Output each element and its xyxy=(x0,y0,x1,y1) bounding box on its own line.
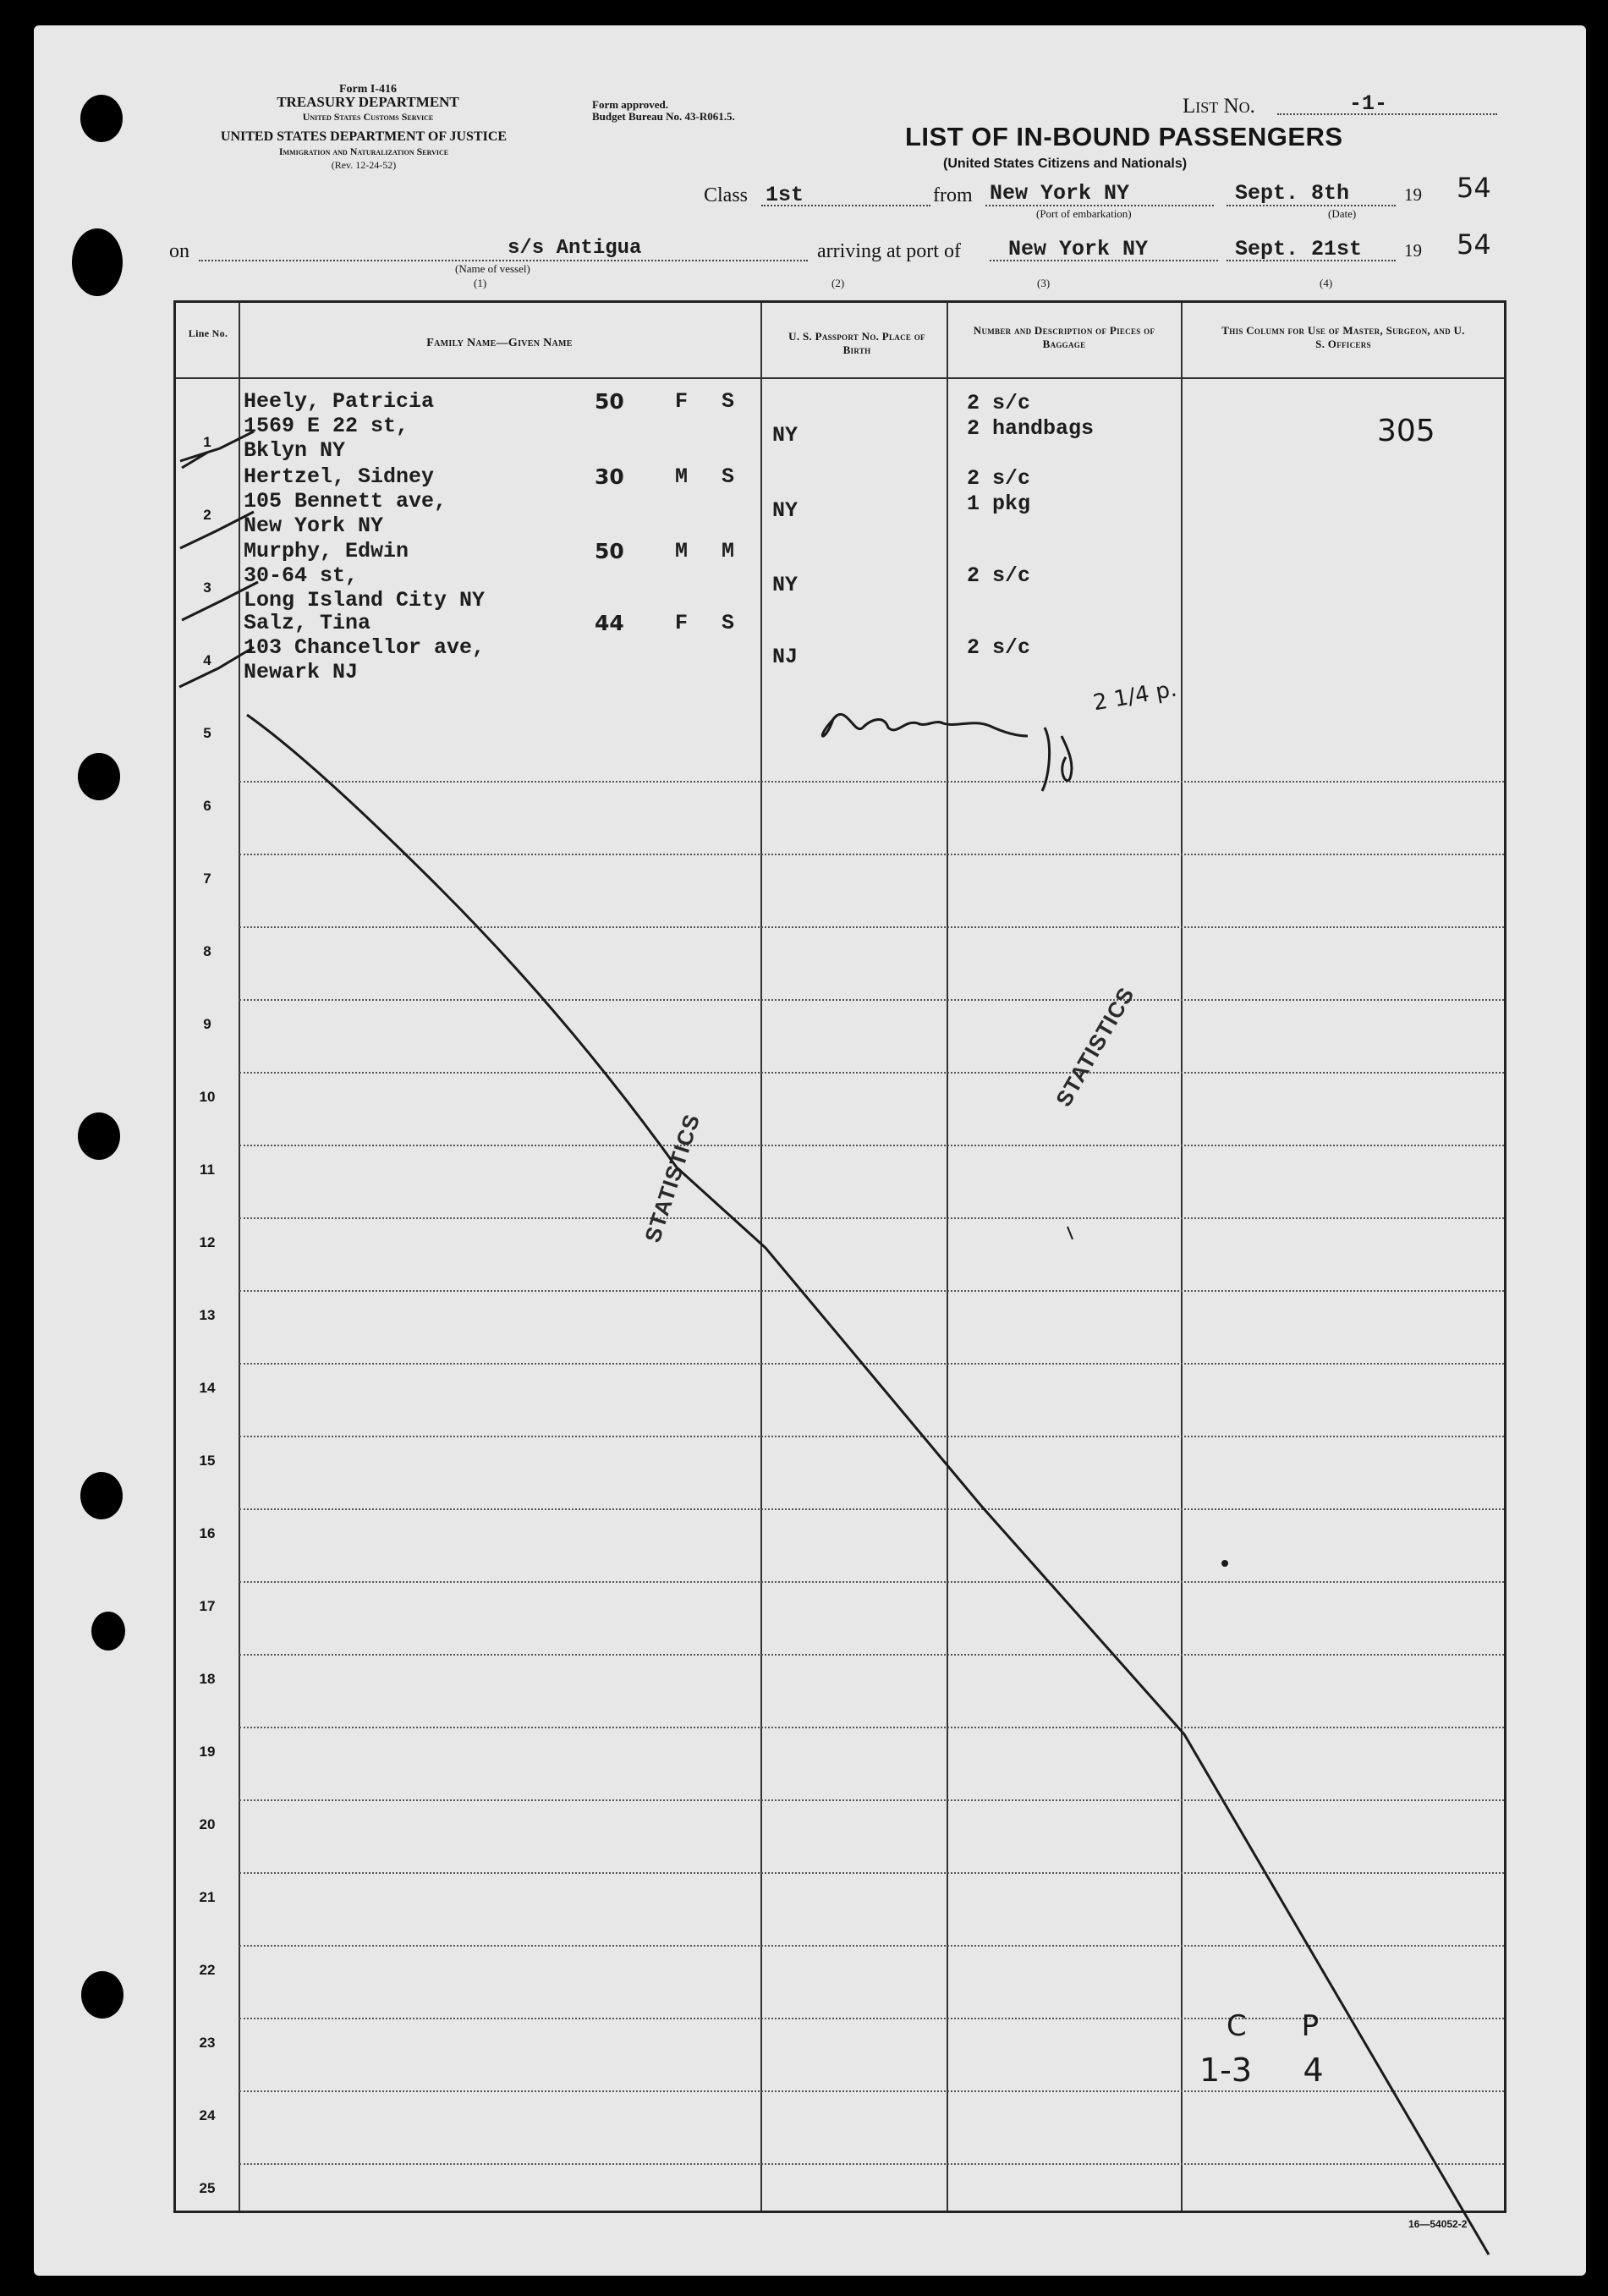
from-port-caption: (Port of embarkation) xyxy=(1036,207,1132,220)
class-value: 1st xyxy=(766,183,804,207)
line-number: 21 xyxy=(199,1889,216,1905)
line-number: 9 xyxy=(203,1016,211,1032)
revision-date: (Rev. 12-24-52) xyxy=(331,159,397,171)
line-number: 6 xyxy=(203,798,211,814)
place-of-birth: NJ xyxy=(772,645,799,669)
passenger-status: S xyxy=(722,389,735,414)
passenger-address: 1569 E 22 st, xyxy=(244,414,409,438)
on-label: on xyxy=(169,240,189,262)
small-stroke xyxy=(1067,1227,1073,1239)
statistics-stamp: STATISTICS xyxy=(1051,982,1139,1111)
place-of-birth: NY xyxy=(772,423,799,448)
line-number: 17 xyxy=(199,1598,216,1614)
year-prefix-2: 19 xyxy=(1404,240,1422,261)
from-port: New York NY xyxy=(990,181,1130,206)
justice-dept: UNITED STATES DEPARTMENT OF JUSTICE xyxy=(220,129,508,144)
check-mark xyxy=(182,582,258,620)
header-line-no: Line No. xyxy=(188,327,228,339)
col1-caption: (1) xyxy=(474,277,487,289)
from-date: Sept. 8th xyxy=(1235,181,1350,206)
baggage-item: 2 s/c xyxy=(967,635,1031,660)
passenger-address: Bklyn NY xyxy=(244,438,346,463)
arrival-year: 54 xyxy=(1457,228,1491,261)
passenger-name: Heely, Patricia xyxy=(244,389,435,414)
passenger-address: 103 Chancellor ave, xyxy=(244,635,486,660)
passenger-sex: F xyxy=(675,611,689,635)
passenger-address: 105 Bennett ave, xyxy=(244,489,447,514)
baggage-item: 2 s/c xyxy=(967,391,1031,415)
passenger-address: Long Island City NY xyxy=(244,588,486,612)
arrival-port: New York NY xyxy=(1008,237,1149,261)
line-number: 23 xyxy=(199,2035,216,2051)
passenger-address: 30-64 st, xyxy=(244,563,359,588)
header-baggage: Number and Description of Pieces of Baggage xyxy=(973,324,1155,350)
passenger-age: 30 xyxy=(595,464,624,489)
check-mark xyxy=(180,431,254,468)
line-number: 2 xyxy=(203,507,211,523)
passenger-sex: M xyxy=(675,464,689,489)
col4-caption: (4) xyxy=(1320,277,1333,289)
line-number: 22 xyxy=(199,1962,216,1978)
check-mark xyxy=(179,647,254,687)
passenger-age: 50 xyxy=(595,539,624,563)
line-number: 11 xyxy=(200,1162,215,1178)
ink-dot xyxy=(1221,1560,1228,1567)
budget-bureau: Budget Bureau No. 43-R061.5. xyxy=(592,110,735,123)
passenger-name: Hertzel, Sidney xyxy=(244,464,435,489)
line-number: 18 xyxy=(199,1671,216,1687)
baggage-item: 2 handbags xyxy=(967,416,1095,441)
form-title: LIST OF IN-BOUND PASSENGERS xyxy=(905,122,1343,151)
line-number: 14 xyxy=(199,1380,216,1396)
arrival-date: Sept. 21st xyxy=(1235,237,1363,261)
vessel-name: s/s Antigua xyxy=(508,237,642,260)
arriving-label: arriving at port of xyxy=(817,240,961,262)
baggage-item: 1 pkg xyxy=(967,492,1031,516)
place-of-birth: NY xyxy=(772,498,799,523)
signature xyxy=(822,714,1072,791)
line-number: 16 xyxy=(199,1525,216,1541)
officer-note: 305 xyxy=(1377,414,1435,448)
passenger-name: Murphy, Edwin xyxy=(244,539,409,563)
time-note: 2 1/4 p. xyxy=(1091,676,1179,717)
line-number: 19 xyxy=(199,1744,216,1760)
col2-caption: (2) xyxy=(831,277,845,289)
header-name: Family Name—Given Name xyxy=(426,337,573,349)
line-number: 7 xyxy=(203,871,211,887)
line-number: 8 xyxy=(203,943,211,959)
passenger-address: New York NY xyxy=(244,514,384,538)
passenger-age: 44 xyxy=(595,611,624,635)
line-number: 3 xyxy=(203,579,211,596)
summary-top: C P xyxy=(1227,2009,1320,2043)
year-prefix-1: 19 xyxy=(1404,184,1422,205)
passenger-status: S xyxy=(722,611,735,635)
vessel-caption: (Name of vessel) xyxy=(455,262,530,275)
passenger-sex: F xyxy=(675,389,689,414)
list-no-value: -1- xyxy=(1349,91,1388,116)
header-passport: U. S. Passport No. Place of Birth xyxy=(788,330,925,356)
passenger-name: Salz, Tina xyxy=(244,611,371,635)
check-mark xyxy=(180,512,254,548)
line-number: 20 xyxy=(199,1816,216,1832)
ins-service: Immigration and Naturalization Service xyxy=(278,146,449,157)
header-officers: This Column for Use of Master, Surgeon, and U. S. Officers xyxy=(1221,324,1465,350)
passenger-age: 50 xyxy=(595,389,624,414)
passenger-sex: M xyxy=(675,539,689,563)
list-no-label: List No. xyxy=(1183,95,1255,118)
class-label: Class xyxy=(704,184,749,206)
baggage-item: 2 s/c xyxy=(967,563,1031,588)
customs-service: United States Customs Service xyxy=(302,111,434,123)
form-subtitle: (United States Citizens and Nationals) xyxy=(943,157,1188,171)
line-number: 13 xyxy=(199,1307,216,1323)
from-date-caption: (Date) xyxy=(1328,207,1357,220)
form-code: 16—54052-2 xyxy=(1408,2218,1468,2230)
line-number: 5 xyxy=(203,725,211,741)
form-approved: Form approved. xyxy=(592,98,669,111)
line-number: 10 xyxy=(199,1089,216,1105)
from-year: 54 xyxy=(1457,172,1491,204)
treasury-dept: TREASURY DEPARTMENT xyxy=(277,94,459,110)
line-number: 4 xyxy=(203,652,211,668)
passenger-status: S xyxy=(722,464,735,489)
col3-caption: (3) xyxy=(1037,277,1051,289)
passenger-status: M xyxy=(722,539,735,563)
line-number: 1 xyxy=(203,434,211,450)
from-label: from xyxy=(933,184,973,206)
line-number: 15 xyxy=(199,1453,216,1469)
line-number: 25 xyxy=(199,2180,216,2196)
passenger-address: Newark NJ xyxy=(244,660,359,684)
summary-bottom: 1-3 4 xyxy=(1199,2052,1324,2089)
line-number: 24 xyxy=(199,2107,216,2123)
baggage-item: 2 s/c xyxy=(967,466,1031,491)
statistics-stamp: STATISTICS xyxy=(639,1110,705,1246)
form-number: Form I-416 xyxy=(338,83,398,96)
place-of-birth: NY xyxy=(772,573,799,597)
line-number: 12 xyxy=(199,1234,216,1250)
